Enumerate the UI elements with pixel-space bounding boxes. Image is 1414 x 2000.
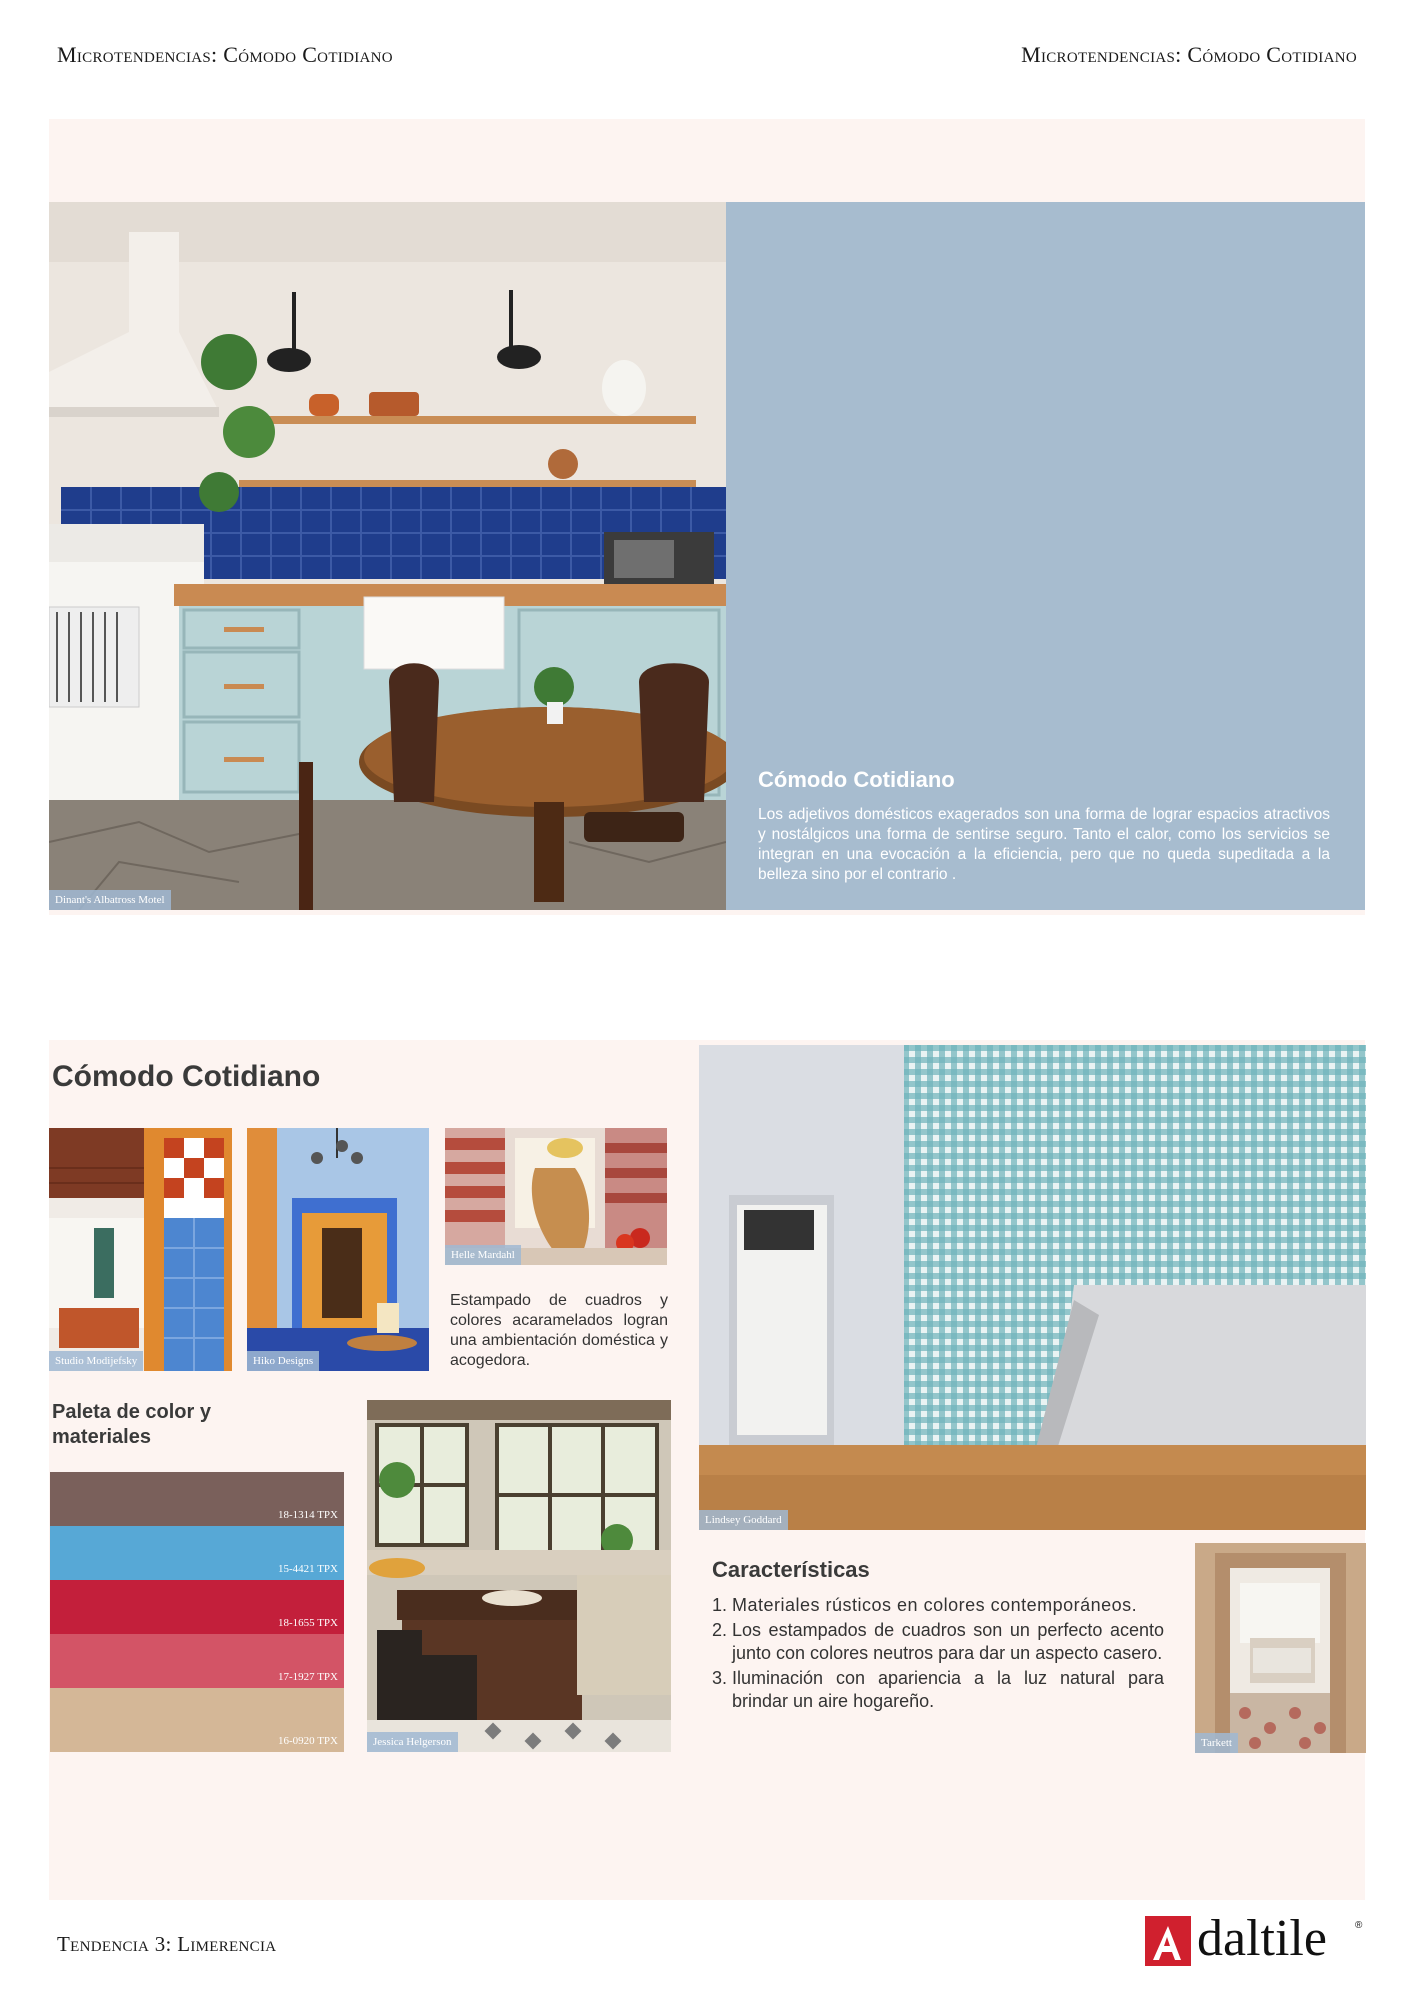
photo-hiko-designs-caption: Hiko Designs xyxy=(247,1351,319,1371)
palette-code: 17-1927 TPX xyxy=(278,1671,338,1683)
palette-swatch xyxy=(50,1526,344,1580)
photo-helle-mardahl xyxy=(445,1128,667,1265)
feature-number: 2. xyxy=(712,1620,728,1640)
photo-hiko-designs xyxy=(247,1128,429,1371)
feature-text: Materiales rústicos en colores contemporáneos. xyxy=(732,1595,1138,1615)
section-title: Cómodo Cotidiano xyxy=(52,1060,321,1093)
feature-number: 3. xyxy=(712,1668,728,1688)
photo-tarkett xyxy=(1195,1543,1366,1753)
header-right-title: Microtendencias: Cómodo Cotidiano xyxy=(1021,42,1357,67)
photo-lindsey-goddard xyxy=(699,1045,1366,1530)
hero-kitchen-photo xyxy=(49,202,726,910)
features-title: Características xyxy=(712,1557,870,1582)
hero-title: Cómodo Cotidiano xyxy=(758,767,955,792)
photo-tarkett-caption: Tarkett xyxy=(1195,1733,1238,1753)
palette-code: 18-1655 TPX xyxy=(278,1617,338,1629)
feature-item xyxy=(712,1667,1164,1713)
hero-body: Los adjetivos domésticos exagerados son una forma de lograr espacios atractivos y nostálgicos una forma de sentirse seguro. Tanto el calor, como los servicios se integran en una evocación a la eficiencia, pero que no queda supeditada a la belleza sino por el contrario . xyxy=(758,806,1330,883)
palette-swatch xyxy=(50,1472,344,1526)
daltile-logo-icon xyxy=(1145,1916,1195,1968)
features-list xyxy=(712,1594,1164,1715)
palette-swatch xyxy=(50,1634,344,1688)
photo-helle-mardahl-caption: Helle Mardahl xyxy=(445,1245,521,1265)
footer-trend: Tendencia 3: Limerencia xyxy=(57,1932,277,1956)
pattern-note: Estampado de cuadros y colores acaramelados logran una ambientación doméstica y acogedora. xyxy=(450,1292,668,1369)
photo-jessica-helgerson xyxy=(367,1400,671,1752)
palette-code: 15-4421 TPX xyxy=(278,1563,338,1575)
palette-swatch xyxy=(50,1580,344,1634)
palette-code: 16-0920 TPX xyxy=(278,1735,338,1747)
palette-code: 18-1314 TPX xyxy=(278,1509,338,1521)
daltile-logo xyxy=(1145,1912,1370,1972)
palette-swatch xyxy=(50,1688,344,1752)
photo-lindsey-goddard-caption: Lindsey Goddard xyxy=(699,1510,788,1530)
registered-mark: ® xyxy=(1355,1920,1363,1931)
hero-photo-caption: Dinant's Albatross Motel xyxy=(49,890,171,910)
feature-text: Iluminación con apariencia a la luz natural para brindar un aire hogareño. xyxy=(732,1668,1164,1711)
photo-studio-modijefsky-caption: Studio Modijefsky xyxy=(49,1351,143,1371)
color-palette xyxy=(50,1472,344,1752)
feature-text: Los estampados de cuadros son un perfecto acento junto con colores neutros para dar un aspecto casero. xyxy=(732,1620,1164,1663)
photo-studio-modijefsky xyxy=(49,1128,232,1371)
hero-text-panel xyxy=(726,202,1365,910)
feature-number: 1. xyxy=(712,1595,728,1615)
feature-item xyxy=(712,1619,1164,1665)
daltile-wordmark: daltile xyxy=(1197,1910,1327,1967)
feature-item xyxy=(712,1594,1164,1617)
header-left-title: Microtendencias: Cómodo Cotidiano xyxy=(57,42,393,67)
photo-jessica-helgerson-caption: Jessica Helgerson xyxy=(367,1732,458,1752)
palette-title: Paleta de color y materiales xyxy=(52,1401,211,1448)
